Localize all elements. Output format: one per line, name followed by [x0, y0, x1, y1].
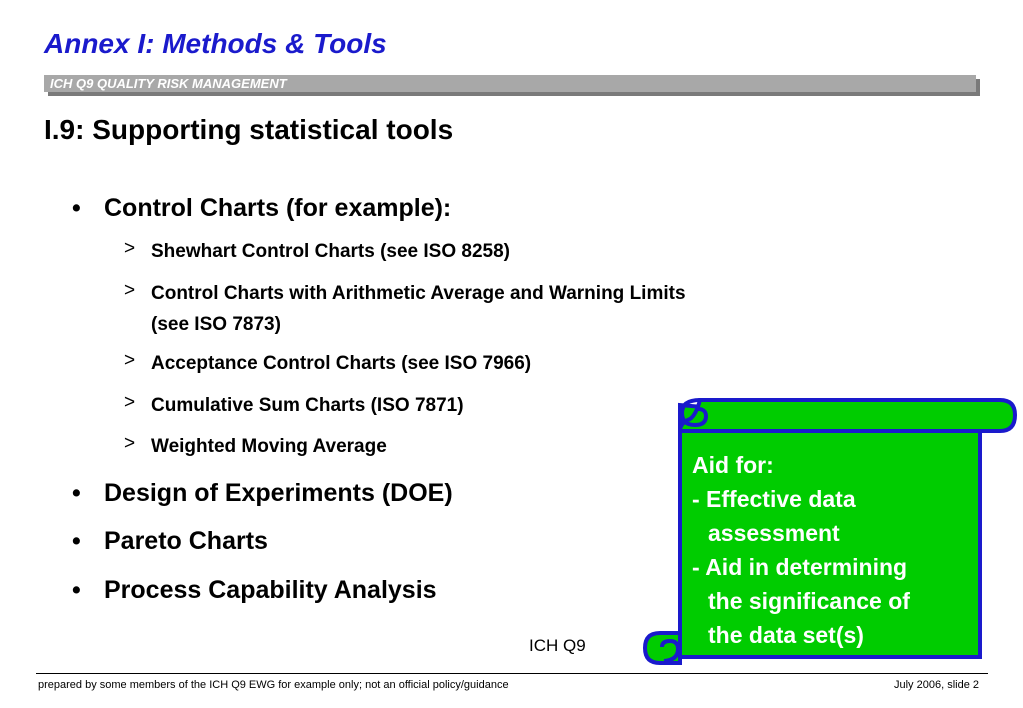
sub-bullet-icon: > — [124, 280, 136, 301]
sub-bullet-label: Weighted Moving Average — [151, 436, 387, 457]
sub-bullet-label: Acceptance Control Charts (see ISO 7966) — [151, 353, 532, 374]
bullet-label: Pareto Charts — [104, 527, 268, 555]
section-title: I.9: Supporting statistical tools — [44, 114, 454, 145]
callout-line: - Effective data — [692, 486, 856, 512]
footer-slide-info: July 2006, slide 2 — [894, 679, 979, 691]
sub-bullet-label-cont: (see ISO 7873) — [151, 314, 281, 335]
bullet-label: Design of Experiments (DOE) — [104, 479, 453, 507]
callout-line: the significance of — [708, 588, 910, 614]
callout-line: - Aid in determining — [692, 554, 908, 580]
sub-bullet-icon: > — [124, 350, 136, 371]
bullet-label: Process Capability Analysis — [104, 576, 437, 604]
footer-disclaimer: prepared by some members of the ICH Q9 EWG for example only; not an official policy/guidance — [38, 679, 509, 691]
sub-bullet-icon: > — [124, 392, 136, 413]
bullet-icon: • — [72, 479, 81, 507]
bullet-icon: • — [72, 527, 81, 555]
callout-heading: Aid for: — [692, 452, 774, 478]
ich-q9-label: ICH Q9 — [529, 636, 586, 655]
bullet-icon: • — [72, 194, 81, 222]
callout-line: the data set(s) — [708, 622, 864, 648]
sub-bullet-icon: > — [124, 433, 136, 454]
callout-line: assessment — [708, 520, 840, 546]
scroll-bottom-curl-icon — [662, 641, 678, 661]
sub-bullet-label: Cumulative Sum Charts (ISO 7871) — [151, 395, 464, 416]
bullet-icon: • — [72, 576, 81, 604]
scroll-top-roll — [680, 400, 1015, 431]
sub-bullet-label: Shewhart Control Charts (see ISO 8258) — [151, 241, 510, 262]
bullet-label: Control Charts (for example): — [104, 194, 452, 222]
sub-bullet-icon: > — [124, 238, 136, 259]
callout-text — [692, 448, 910, 652]
sub-bullet-label: Control Charts with Arithmetic Average and Warning Limits — [151, 283, 686, 304]
banner-label: ICH Q9 QUALITY RISK MANAGEMENT — [50, 76, 287, 91]
slide-title: Annex I: Methods & Tools — [44, 28, 387, 59]
footer-divider — [36, 673, 988, 674]
